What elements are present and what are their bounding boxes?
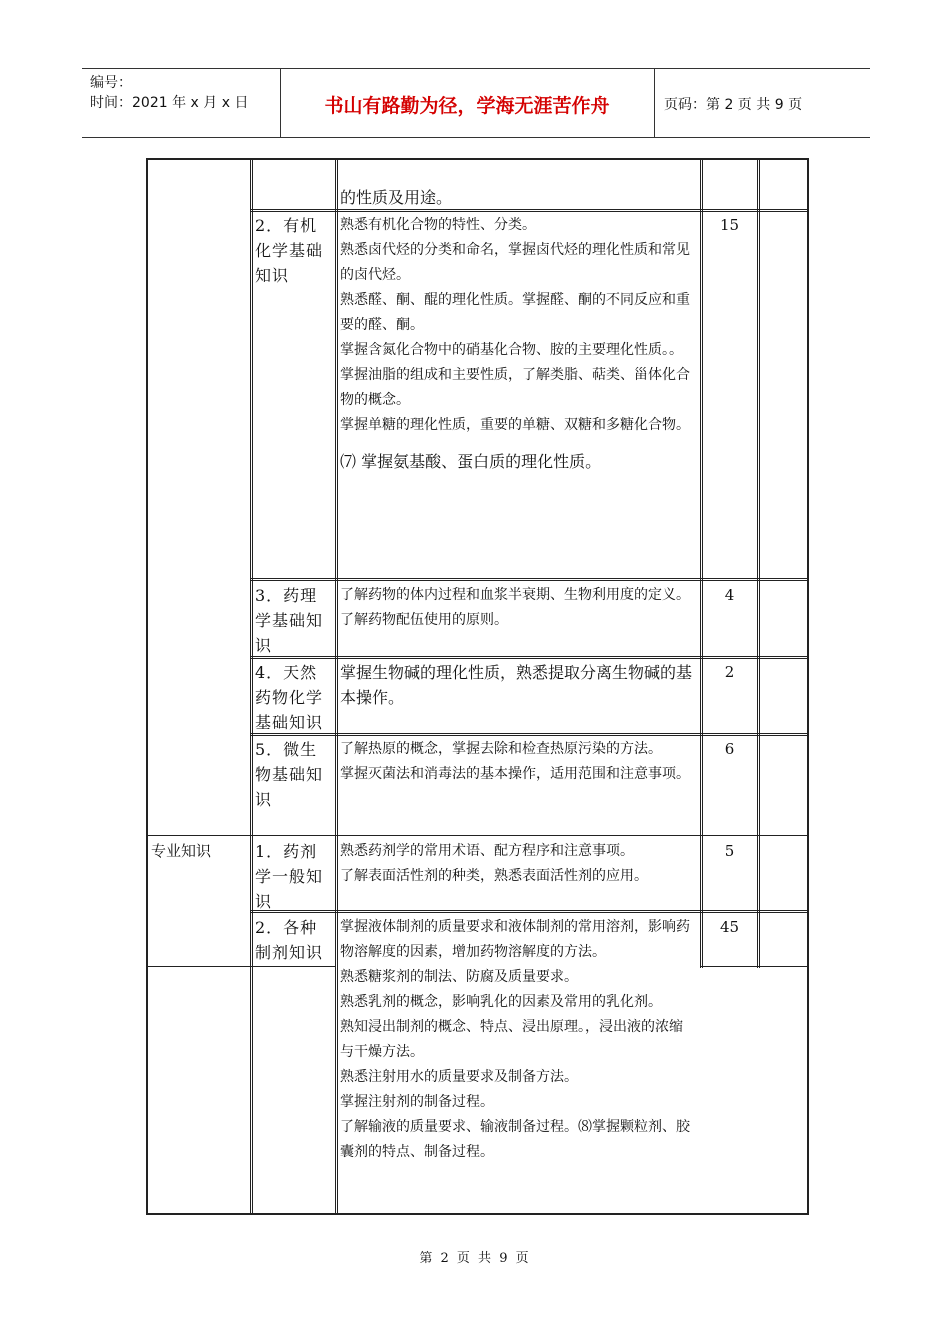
requirement-text: 熟悉注射用水的质量要求及制备方法。 (340, 1069, 578, 1085)
requirement-text: 了解药物配伍使用的原则。 (340, 612, 508, 628)
requirement-text: 的性质及用途。 (340, 188, 453, 207)
header-divider (654, 69, 655, 137)
requirement-text: 熟悉醛、酮、醌的理化性质。掌握醛、酮的不同反应和重要的醛、酮。 (340, 292, 690, 333)
column-divider (335, 160, 338, 1215)
hours-cell: 45 (719, 918, 740, 936)
hours-cell: 6 (724, 740, 735, 758)
subject-cell: 2．各种制剂知识 (255, 918, 324, 962)
requirement-text: 熟悉药剂学的常用术语、配方程序和注意事项。 (340, 843, 634, 859)
requirement-text: 掌握单糖的理化性质，重要的单糖、双糖和多糖化合物。 (340, 417, 690, 433)
requirement-cell (340, 583, 696, 633)
row-divider (250, 910, 807, 911)
requirement-text: 熟悉乳剂的概念，影响乳化的因素及常用的乳化剂。 (340, 994, 662, 1010)
requirement-text: 掌握注射剂的制备过程。 (340, 1094, 494, 1110)
requirement-text: 掌握生物碱的理化性质，熟悉提取分离生物碱的基本操作。 (340, 663, 693, 707)
row-divider (250, 580, 807, 581)
column-divider (250, 160, 253, 1215)
row-divider (250, 658, 807, 659)
requirement-cell (340, 915, 696, 1165)
requirement-text: 掌握油脂的组成和主要性质，了解类脂、萜类、甾体化合物的概念。 (340, 367, 690, 408)
hours-cell: 4 (724, 586, 735, 604)
requirement-cell (340, 737, 696, 787)
subject-cell: 1．药剂学一般知识 (255, 842, 324, 911)
row-divider (250, 733, 807, 734)
row-divider (250, 211, 807, 212)
doc-time-label: 时间：2021 年 x 月 x 日 (90, 95, 249, 111)
requirement-cell (340, 660, 696, 710)
hours-cell: 5 (724, 842, 735, 860)
subject-cell: 4．天然药物化学基础知识 (255, 663, 324, 732)
requirement-text: 掌握含氮化合物中的硝基化合物、胺的主要理化性质。。 (340, 342, 683, 358)
requirement-cell (340, 213, 696, 474)
requirement-text: 了解药物的体内过程和血浆半衰期、生物利用度的定义。 (340, 587, 690, 603)
subject-cell: 2．有机化学基础知识 (255, 216, 324, 285)
row-divider (250, 578, 807, 579)
subject-cell: 3．药理学基础知识 (255, 586, 324, 655)
requirement-text: 了解热原的概念，掌握去除和检查热原污染的方法。 (340, 741, 662, 757)
requirement-text: ⑺ 掌握氨基酸、蛋白质的理化性质。 (340, 452, 602, 471)
syllabus-table (146, 158, 809, 1215)
header-motto: 书山有路勤为径，学海无涯苦作舟 (324, 95, 610, 117)
requirement-text: 了解输液的质量要求、输液制备过程。⑻掌握颗粒剂、胶囊剂的特点、制备过程。 (340, 1119, 690, 1160)
header-page-code: 页码：第 2 页 共 9 页 (664, 97, 803, 113)
header-divider (280, 69, 281, 137)
page-footer: 第 2 页 共 9 页 (419, 1251, 531, 1266)
doc-number-label: 编号： (90, 75, 132, 91)
requirement-text: 熟知浸出制剂的概念、特点、浸出原理。，浸出液的浓缩与干燥方法。 (340, 1019, 683, 1060)
row-divider (148, 966, 335, 967)
requirement-cell (340, 185, 696, 210)
requirement-text: 了解表面活性剂的种类，熟悉表面活性剂的应用。 (340, 868, 648, 884)
subject-cell: 5．微生物基础知识 (255, 740, 324, 809)
hours-cell: 15 (719, 216, 740, 234)
row-divider (250, 656, 807, 657)
row-divider (148, 835, 807, 836)
requirement-text: 熟悉卤代烃的分类和命名，掌握卤代烃的理化性质和常见的卤代烃。 (340, 242, 690, 283)
column-divider (757, 160, 760, 968)
header-meta (90, 73, 248, 113)
row-divider (250, 912, 807, 913)
requirement-text: 掌握灭菌法和消毒法的基本操作，适用范围和注意事项。 (340, 766, 690, 782)
requirement-text: 掌握液体制剂的质量要求和液体制剂的常用溶剂，影响药物溶解度的因素，增加药物溶解度的方法。 (340, 919, 690, 960)
requirement-text: 熟悉糖浆剂的制法、防腐及质量要求。 (340, 969, 578, 985)
section-label: 专业知识 (151, 842, 212, 860)
hours-cell: 2 (724, 663, 735, 681)
row-divider (700, 966, 807, 967)
requirement-cell (340, 839, 696, 889)
page-header (82, 68, 870, 138)
row-divider (250, 735, 807, 736)
requirement-text: 熟悉有机化合物的特性、分类。 (340, 217, 536, 233)
